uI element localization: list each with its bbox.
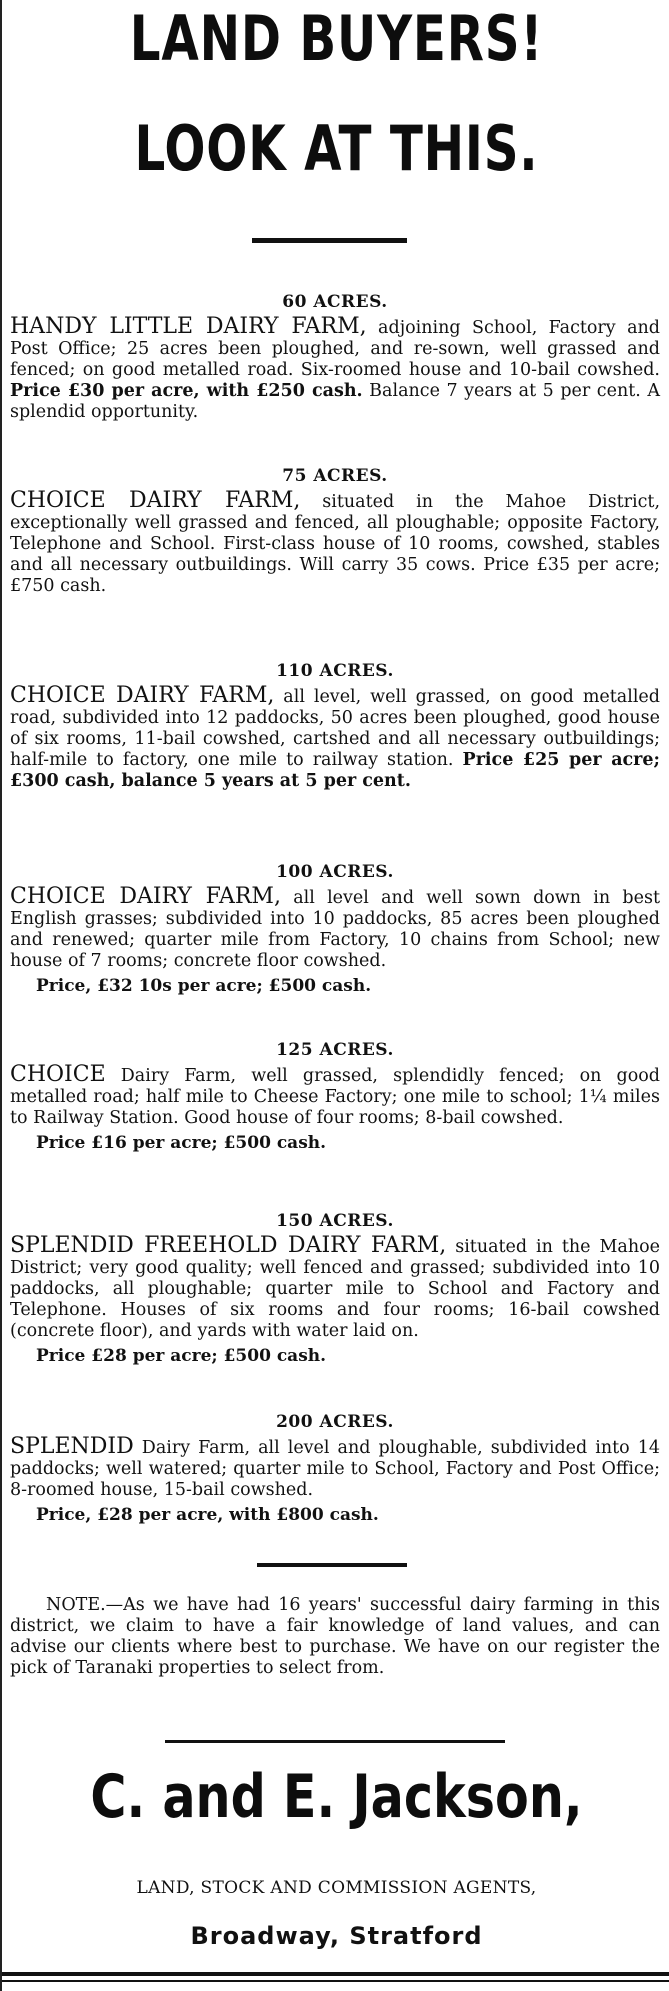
bottom-border-thick (2, 1972, 669, 1976)
listing-price: Price £28 per acre; £500 cash. (36, 1346, 327, 1366)
listing-price: Price £16 per acre; £500 cash. (36, 1133, 327, 1153)
listing-lead: CHOICE DAIRY FARM, (10, 488, 301, 513)
listing-price: Price £30 per acre, with £250 cash. (10, 381, 363, 401)
listing-price: Price, £32 10s per acre; £500 cash. (36, 976, 372, 996)
listing-description (10, 316, 660, 423)
firm-name: C. and E. Jackson, (90, 1762, 583, 1832)
listing-description (10, 1436, 660, 1501)
listing-lead: SPLENDID FREEHOLD DAIRY FARM, (10, 1233, 447, 1258)
listing-acres-heading: 75 ACRES. (282, 466, 388, 486)
listing-text: situated in the Mahoe District; very good quality; well fenced and grassed; subdivided into 10 paddocks, all ploughable; quarter mile to School and Factory and Telephone. Houses of six rooms and four rooms; 16-bail cowshed (concrete floor), and yards with water laid on. (10, 1237, 660, 1341)
listing-125-acres (10, 1040, 660, 1153)
listing-description (10, 490, 660, 597)
listing-100-acres (10, 862, 660, 996)
listing-acres-heading: 150 ACRES. (276, 1211, 394, 1231)
listing-tail: Balance 7 years at 5 per cent. A splendid opportunity. (10, 381, 660, 422)
listing-acres-heading: 100 ACRES. (276, 862, 394, 882)
listing-60-acres (10, 292, 660, 423)
listing-description (10, 886, 660, 972)
listing-text: situated in the Mahoe District, exceptionally well grassed and fenced, all ploughable; opposite Factory, Telephone and School. First-class house of 10 rooms, cowshed, stables and all necessary outbuildings. Will carry 35 cows. Price £35 per acre; £750 cash. (10, 492, 661, 596)
listing-description (10, 685, 660, 792)
listing-acres-heading: 125 ACRES. (276, 1040, 394, 1060)
firm-address: Broadway, Stratford (190, 1922, 483, 1950)
listing-lead: HANDY LITTLE DAIRY FARM, (10, 314, 367, 339)
listing-lead: SPLENDID (10, 1434, 134, 1459)
listing-acres-heading: 60 ACRES. (282, 292, 388, 312)
listing-text: adjoining School, Factory and Post Office; 25 acres been ploughed, and re-sown, well grassed and fenced; on good metalled road. Six-roomed house and 10-bail cowshed. (10, 318, 660, 380)
bottom-border-thin (2, 1980, 669, 1982)
headline-divider (252, 238, 407, 243)
listing-150-acres (10, 1211, 660, 1366)
listing-110-acres (10, 661, 660, 792)
listing-200-acres (10, 1412, 660, 1525)
listing-description (10, 1235, 660, 1342)
listing-75-acres (10, 466, 660, 597)
headline-land-buyers: LAND BUYERS! (129, 2, 544, 75)
listing-acres-heading: 200 ACRES. (276, 1412, 394, 1432)
listing-text: all level, well grassed, on good metalled road, subdivided into 12 paddocks, 50 acres been ploughed, good house of six rooms, 11-bail cowshed, cartshed and all necessary outbuildings; half-mile to factory, one mile to railway station. (10, 687, 660, 770)
note-paragraph: NOTE.—As we have had 16 years' successful dairy farming in this district, we claim to have a fair knowledge of land values, and can advise our clients where best to purchase. We have on our register the pick of Taranaki properties to select from. (10, 1595, 660, 1678)
listing-price: Price £25 per acre; £300 cash, balance 5 years at 5 per cent. (10, 750, 660, 791)
listing-text: all level and well sown down in best English grasses; subdivided into 10 paddocks, 85 acres been ploughed and renewed; quarter mile from Factory, 10 chains from School; new house of 7 rooms; concrete floor cowshed. (10, 888, 660, 971)
listing-description (10, 1064, 660, 1129)
headline-look-at-this: LOOK AT THIS. (134, 112, 539, 185)
listing-price: Price, £28 per acre, with £800 cash. (36, 1505, 379, 1525)
firm-agents-line: LAND, STOCK AND COMMISSION AGENTS, (136, 1878, 537, 1898)
listing-text: Dairy Farm, all level and ploughable, subdivided into 14 paddocks; well watered; quarter mile to School, Factory and Post Office; 8-roomed house, 15-bail cowshed. (10, 1438, 660, 1500)
footer-divider (165, 1740, 505, 1743)
listing-acres-heading: 110 ACRES. (276, 661, 394, 681)
listing-lead: CHOICE DAIRY FARM, (10, 683, 275, 708)
listings-divider (257, 1563, 407, 1567)
listing-lead: CHOICE (10, 1062, 106, 1087)
listing-text: Dairy Farm, well grassed, splendidly fenced; on good metalled road; half mile to Cheese Factory; one mile to school; 1¼ miles to Railway Station. Good house of four rooms; 8-bail cowshed. (10, 1066, 660, 1128)
listing-lead: CHOICE DAIRY FARM, (10, 884, 281, 909)
